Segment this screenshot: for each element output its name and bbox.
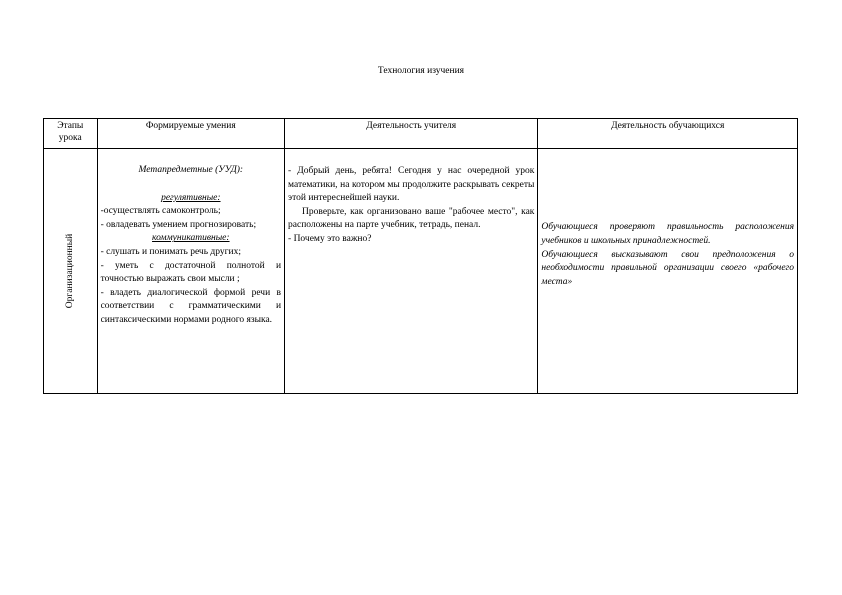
students-cell: [538, 149, 798, 394]
header-stage: Этапы урока: [44, 119, 98, 149]
skills-heading: Метапредметные (УУД):: [138, 165, 244, 175]
teacher-paragraph: - Добрый день, ребята! Сегодня у нас очередной урок математики, на котором мы продолжите раскрывать секреты этой интереснейшей науки.: [288, 166, 535, 204]
communicative-heading: коммуникативные:: [152, 233, 230, 244]
communicative-item: - слушать и понимать речь других;: [100, 246, 241, 257]
students-paragraph: Обучающиеся проверяют правильность расположения учебников и школьных принадлежностей.: [541, 222, 794, 246]
students-paragraph: Обучающиеся высказывают свои предположения о необходимости правильной организации своего «рабочего места»: [541, 249, 794, 288]
regulative-heading: регулятивные:: [161, 192, 221, 203]
table-header-row: [44, 119, 798, 149]
communicative-item: - владеть диалогической формой речи в соответствии с грамматическими и синтаксическими нормами родного языка.: [100, 287, 282, 325]
skills-cell: [97, 149, 284, 394]
header-teacher: Деятельность учителя: [285, 119, 538, 149]
teacher-paragraph: Проверьте, как организовано ваше "рабочее место", как расположены на парте учебник, тетрадь, пенал.: [288, 206, 535, 231]
communicative-item: - уметь с достаточной полнотой и точностью выражать свои мысли ;: [100, 260, 282, 285]
document-title: Технология изучения: [377, 66, 465, 76]
stage-label: Организационный: [65, 233, 76, 309]
regulative-item: -осуществлять самоконтроль;: [100, 206, 221, 217]
teacher-paragraph: - Почему это важно?: [288, 233, 372, 244]
teacher-cell: [285, 149, 538, 394]
stage-cell: [44, 149, 98, 394]
header-students: Деятельность обучающихся: [538, 119, 798, 149]
header-skills: Формируемые умения: [97, 119, 284, 149]
table-row: [44, 149, 798, 394]
lesson-plan-table: [43, 118, 798, 394]
regulative-item: - овладевать умением прогнозировать;: [100, 219, 257, 230]
